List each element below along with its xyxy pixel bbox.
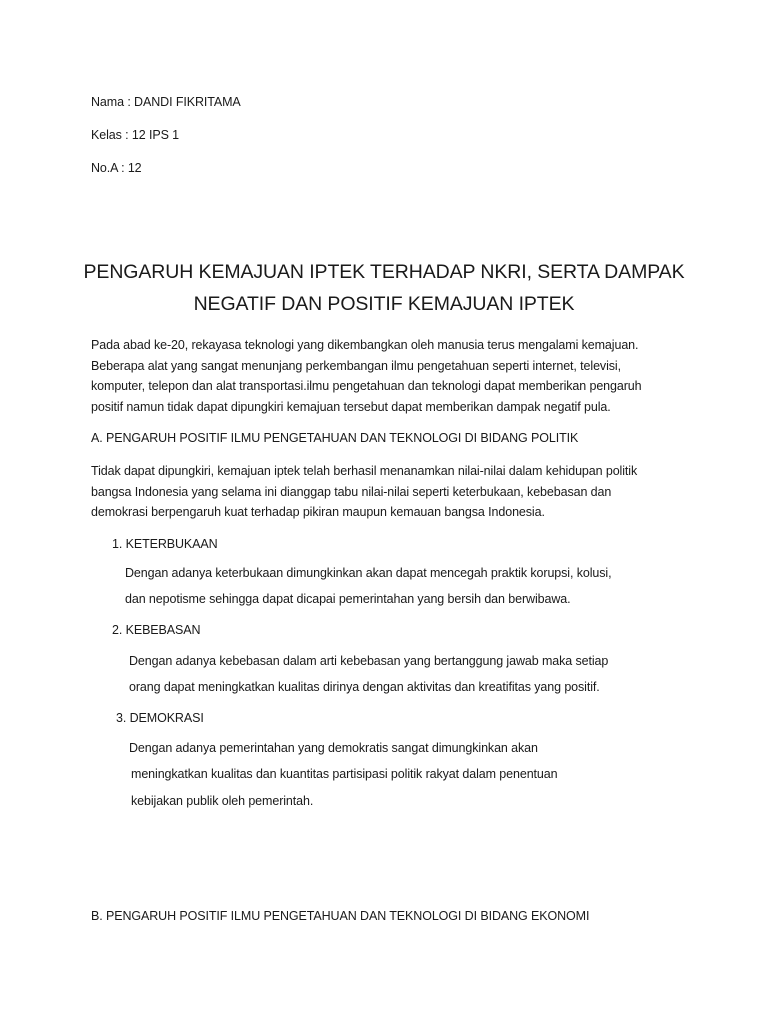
paragraph-line: Tidak dapat dipungkiri, kemajuan iptek telah berhasil menanamkan nilai-nilai dalam kehidupan politik bbox=[91, 464, 638, 478]
section-a-paragraph bbox=[91, 461, 681, 523]
paragraph-line: bangsa Indonesia yang selama ini dianggap tabu nilai-nilai seperti keterbukaan, kebebasan dan bbox=[91, 484, 612, 499]
item-3-line: meningkatkan kualitas dan kuantitas partisipasi politik rakyat dalam penentuan bbox=[131, 767, 558, 781]
paragraph-line: positif namun tidak dapat dipungkiri kemajuan tersebut dapat memberikan dampak negatif pula. bbox=[91, 400, 611, 415]
item-1-heading: 1. KETERBUKAAN bbox=[112, 537, 218, 551]
item-2-heading: 2. KEBEBASAN bbox=[112, 623, 201, 637]
paragraph-line: komputer, telepon dan alat transportasi.ilmu pengetahuan dan teknologi dapat memberikan pengaruh bbox=[91, 379, 642, 394]
document-title-line-1: PENGARUH KEMAJUAN IPTEK TERHADAP NKRI, SERTA DAMPAK bbox=[83, 261, 685, 283]
item-3-line: kebijakan publik oleh pemerintah. bbox=[131, 794, 314, 808]
paragraph-line: demokrasi berpengaruh kuat terhadap pikiran maupun kemauan bangsa Indonesia. bbox=[91, 505, 545, 520]
item-1-line: dan nepotisme sehingga dapat dicapai pemerintahan yang bersih dan berwibawa. bbox=[125, 592, 571, 606]
item-3-heading: 3. DEMOKRASI bbox=[116, 711, 204, 725]
student-number: No.A : 12 bbox=[91, 161, 142, 175]
document-title-line-2: NEGATIF DAN POSITIF KEMAJUAN IPTEK bbox=[193, 293, 575, 315]
paragraph-line: Pada abad ke-20, rekayasa teknologi yang dikembangkan oleh manusia terus mengalami kemajuan. bbox=[91, 338, 639, 352]
item-2-line: orang dapat meningkatkan kualitas dirinya dengan aktivitas dan kreatifitas yang positif. bbox=[129, 680, 600, 694]
section-b-heading: B. PENGARUH POSITIF ILMU PENGETAHUAN DAN TEKNOLOGI DI BIDANG EKONOMI bbox=[91, 909, 590, 923]
item-3-line: Dengan adanya pemerintahan yang demokratis sangat dimungkinkan akan bbox=[129, 741, 538, 755]
student-class: Kelas : 12 IPS 1 bbox=[91, 128, 180, 142]
item-1-line: Dengan adanya keterbukaan dimungkinkan akan dapat mencegah praktik korupsi, kolusi, bbox=[125, 566, 612, 580]
intro-paragraph bbox=[91, 335, 681, 418]
item-2-line: Dengan adanya kebebasan dalam arti kebebasan yang bertanggung jawab maka setiap bbox=[129, 654, 609, 668]
student-name: Nama : DANDI FIKRITAMA bbox=[91, 95, 241, 109]
paragraph-line: Beberapa alat yang sangat menunjang perkembangan ilmu pengetahuan seperti internet, televisi, bbox=[91, 358, 621, 373]
section-a-heading: A. PENGARUH POSITIF ILMU PENGETAHUAN DAN TEKNOLOGI DI BIDANG POLITIK bbox=[91, 431, 579, 445]
